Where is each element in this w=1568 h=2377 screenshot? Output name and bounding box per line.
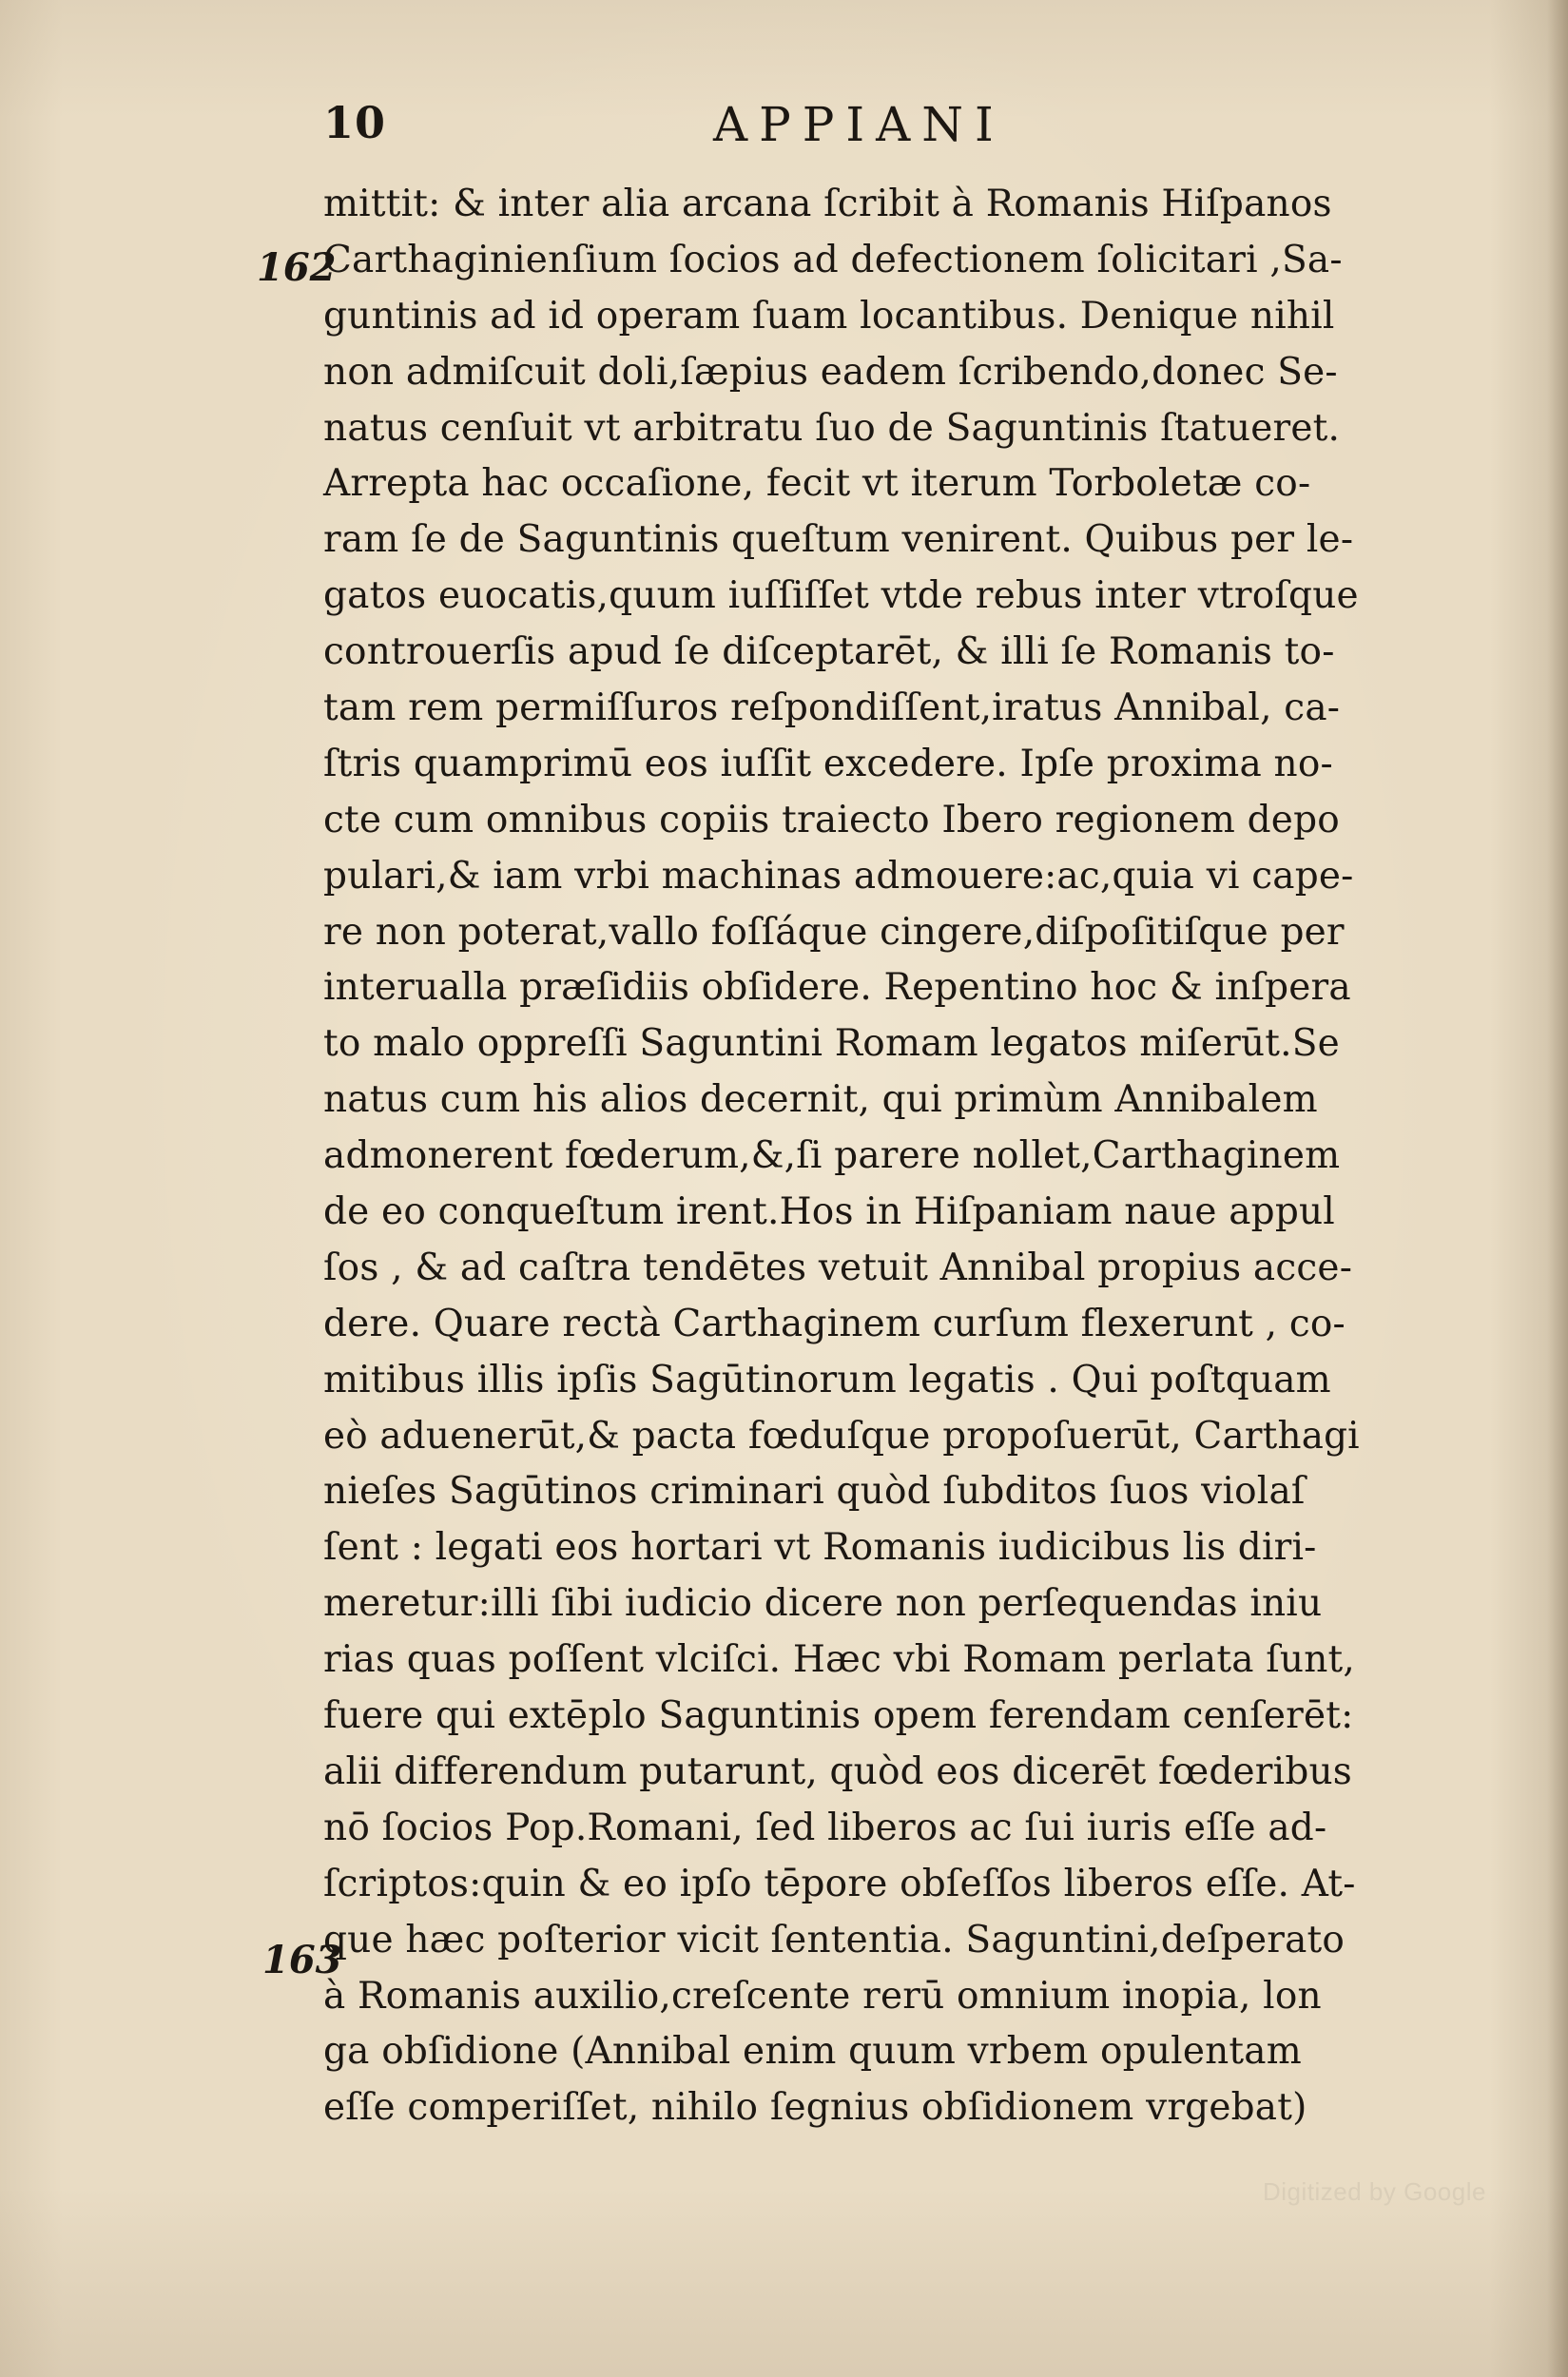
watermark: Digitized by Google bbox=[1263, 2177, 1486, 2206]
text-line: rias quas poſſent vlciſci. Hæc vbi Romam perlata ſunt, bbox=[323, 1638, 1355, 1682]
text-line: de eo conqueſtum irent.Hos in Hiſpaniam naue appul bbox=[323, 1190, 1335, 1234]
page-edge-shadow bbox=[1547, 0, 1568, 2377]
text-line: natus cum his alios decernit, qui primùm Annibalem bbox=[323, 1078, 1318, 1122]
text-line: mittit: & inter alia arcana ſcribit à Romanis Hiſpanos bbox=[323, 183, 1332, 225]
page-number: 10 bbox=[323, 97, 387, 148]
text-line: non admiſcuit doli,ſæpius eadem ſcribendo,donec Se- bbox=[323, 350, 1338, 394]
text-line: ſtris quamprimū eos iuſſit excedere. Ipſe proxima no- bbox=[323, 742, 1333, 785]
text-line: tam rem permiſſuros reſpondiſſent,iratus Annibal, ca- bbox=[323, 686, 1341, 730]
text-line: re non poterat,vallo foſſáque cingere,diſpoſitiſque per bbox=[323, 910, 1345, 954]
header-title: APPIANI bbox=[713, 97, 1005, 152]
margin-note-top: 162 bbox=[257, 245, 337, 290]
text-line: meretur:illi ſibi iudicio dicere non perſequendas iniu bbox=[323, 1582, 1323, 1626]
text-line: ſos , & ad caſtra tendētes vetuit Annibal propius acce- bbox=[323, 1246, 1353, 1289]
text-line: que hæc poſterior vicit ſententia. Saguntini,deſperato bbox=[323, 1918, 1345, 1962]
text-line: guntinis ad id operam ſuam locantibus. Denique nihil bbox=[323, 294, 1335, 338]
text-line: nō ſocios Pop.Romani, ſed liberos ac ſui iuris eſſe ad- bbox=[323, 1806, 1327, 1849]
text-line: nieſes Sagūtinos criminari quòd ſubditos ſuos violaſ bbox=[323, 1470, 1306, 1514]
text-line: eſſe comperiſſet, nihilo ſegnius obſidionem vrgebat) bbox=[323, 2086, 1307, 2130]
margin-note-bottom: 163 bbox=[262, 1938, 342, 1982]
text-line: controuerſis apud ſe diſceptarēt, & illi ſe Romanis to- bbox=[323, 630, 1335, 674]
text-line: cte cum omnibus copiis traiecto Ibero regionem depo bbox=[323, 798, 1340, 841]
text-line: Arrepta hac occaſione, fecit vt iterum Torboletæ co- bbox=[323, 462, 1311, 506]
text-line: mitibus illis ipſis Sagūtinorum legatis . Qui poſtquam bbox=[323, 1358, 1331, 1401]
text-line: pulari,& iam vrbi machinas admouere:ac,quia vi cape- bbox=[323, 854, 1354, 898]
text-line: to malo oppreſſi Saguntini Romam legatos miſerūt.Se bbox=[323, 1022, 1340, 1066]
body-text bbox=[323, 177, 1360, 2136]
text-line: ga obſidione (Annibal enim quum vrbem opulentam bbox=[323, 2030, 1302, 2074]
text-line: ſent : legati eos hortari vt Romanis iudicibus lis diri- bbox=[323, 1526, 1317, 1570]
text-line: gatos euocatis,quum iuſſiſſet vtde rebus inter vtroſque bbox=[323, 574, 1359, 618]
text-line: Carthaginienſium ſocios ad defectionem ſolicitari ,Sa- bbox=[323, 238, 1343, 281]
text-line: à Romanis auxilio,creſcente rerū omnium inopia, lon bbox=[323, 1974, 1322, 2018]
text-line: ram ſe de Saguntinis queſtum venirent. Quibus per le- bbox=[323, 518, 1354, 562]
text-line: alii differendum putarunt, quòd eos dicerēt fœderibus bbox=[323, 1749, 1353, 1793]
text-line: dere. Quare rectà Carthaginem curſum flexerunt , co- bbox=[323, 1302, 1345, 1345]
text-line: admonerent fœderum,&,ſi parere nollet,Carthaginem bbox=[323, 1134, 1341, 1178]
text-line: ſcriptos:quin & eo ipſo tēpore obſeſſos liberos eſſe. At- bbox=[323, 1862, 1356, 1905]
text-line: eò aduenerūt,& pacta fœduſque propoſuerūt, Carthagi bbox=[323, 1414, 1360, 1458]
text-line: fuere qui extēplo Saguntinis opem ferendam cenſerēt: bbox=[323, 1694, 1354, 1738]
text-line: interualla præſidiis obſidere. Repentino hoc & inſpera bbox=[323, 966, 1351, 1010]
running-head bbox=[323, 97, 1369, 154]
text-line: natus cenſuit vt arbitratu ſuo de Saguntinis ſtatueret. bbox=[323, 406, 1341, 450]
